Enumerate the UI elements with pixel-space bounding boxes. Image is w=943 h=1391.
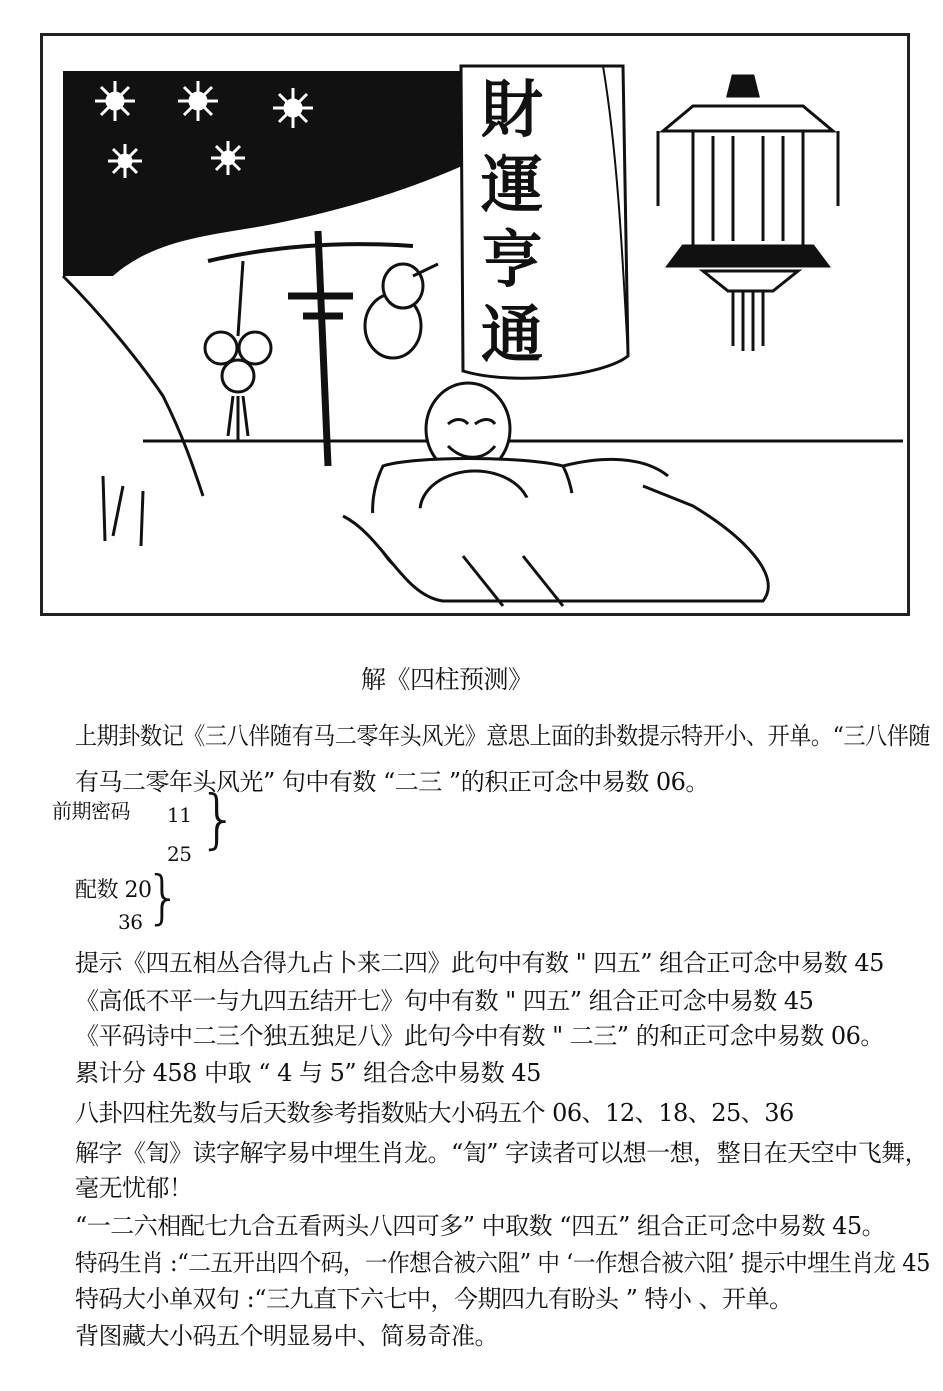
banner-char: 運: [481, 148, 544, 221]
right-brace-icon: }: [198, 783, 239, 857]
banner-char: 財: [481, 73, 544, 146]
paragraph-line: 解字《訇》读字解字易中埋生肖龙。“訇” 字读者可以想一想，整日在天空中飞舞，: [75, 1139, 929, 1167]
paragraph-line: 特码生肖 :“二五开出四个码，一作想合被六阻” 中 ‘一作想合被六阻’ 提示中埋生肖龙 45: [75, 1249, 930, 1277]
banner-char: 通: [481, 298, 544, 371]
illustration-drawing: [43, 36, 907, 613]
paragraph-line: 八卦四柱先数与后天数参考指数贴大小码五个 06、12、18、25、36: [75, 1099, 794, 1127]
paragraph-line: 毫无忧郁！: [75, 1174, 193, 1202]
pair-number: 36: [118, 910, 143, 934]
coin-ornament-icon: [205, 261, 271, 441]
tree-branch: [63, 276, 203, 496]
paragraph-line: 累计分 458 中取 “ 4 与 5” 组合念中易数 45: [75, 1059, 541, 1087]
article-title: 解《四柱预测》: [361, 665, 533, 694]
paragraph-line: 《平码诗中二三个独五独足八》此句今中有数 " 二三” 的和正可念中易数 06。: [75, 1022, 884, 1050]
prev-code-number: 11: [167, 803, 192, 827]
paragraph-line: “一二六相配七九合五看两头八四可多” 中取数 “四五” 组合正可念中易数 45。: [75, 1212, 886, 1240]
paragraph-line: 特码大小单双句 :“三九直下六七中，今期四九有盼头 ” 特小 、开单。: [75, 1285, 793, 1313]
buddha-figure: [343, 383, 768, 606]
right-brace-icon: }: [145, 863, 182, 931]
paragraph-line: 《高低不平一与九四五结开七》句中有数 " 四五” 组合正可念中易数 45: [75, 987, 814, 1015]
paragraph-line: 背图藏大小码五个明显易中、简易奇准。: [75, 1322, 498, 1350]
grass-strokes: [103, 476, 143, 546]
paragraph-line: 提示《四五相丛合得九占卜来二四》此句中有数 " 四五” 组合正可念中易数 45: [75, 949, 884, 977]
gourd-icon: [365, 264, 438, 358]
paragraph-line: 上期卦数记《三八伴随有马二零年头风光》意思上面的卦数提示特开小、开单。“三八伴随: [75, 722, 930, 750]
pair-number-label: 配数 20: [75, 878, 152, 903]
paragraph-line: 有马二零年头风光” 句中有数 “二三 ”的积正可念中易数 06。: [75, 768, 709, 796]
prev-code-number: 25: [167, 842, 192, 866]
prev-code-label: 前期密码: [52, 799, 130, 823]
illustration-panel: [40, 33, 910, 616]
banner-char: 亨: [481, 223, 544, 296]
lantern-icon: [658, 76, 838, 351]
